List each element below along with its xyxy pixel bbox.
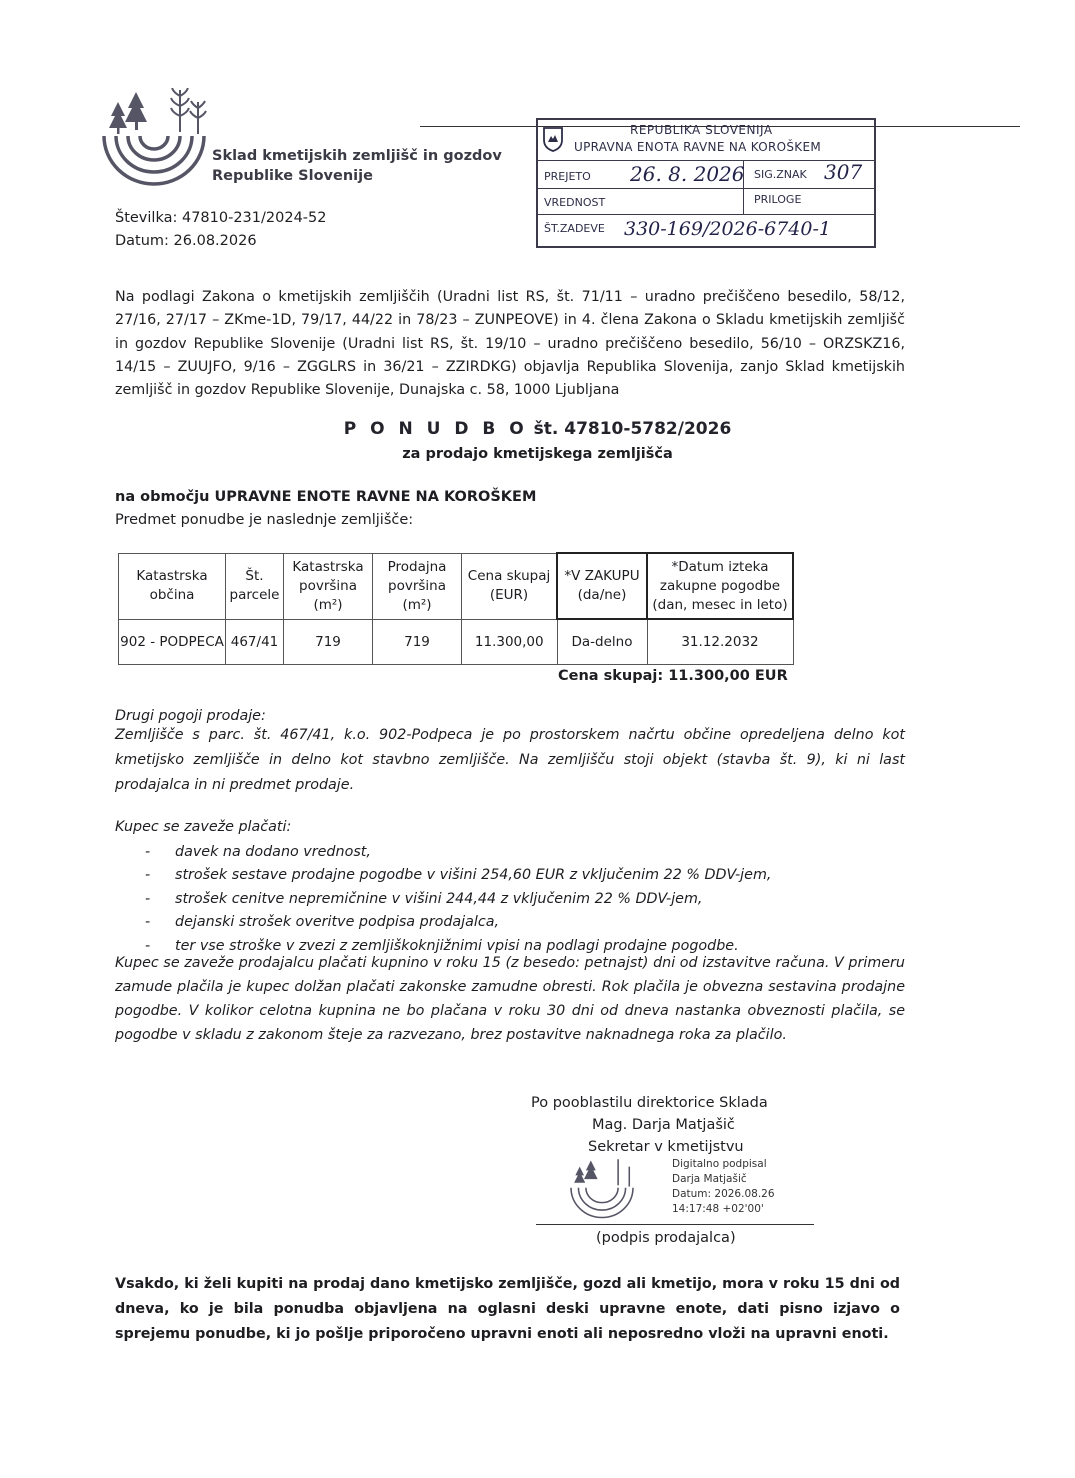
offer-number: št. 47810-5782/2026: [527, 419, 732, 439]
stamp-line-1: REPUBLIKA SLOVENIJA: [630, 123, 773, 137]
area-line-name: UPRAVNE ENOTE RAVNE NA KOROŠKEM: [214, 489, 537, 505]
signature-authority: Po pooblastilu direktorice Sklada: [531, 1095, 768, 1111]
document-date: Datum: 26.08.2026: [115, 233, 257, 249]
cell-zakup: Da-delno: [557, 619, 647, 665]
digital-line-4: 14:17:48 +02'00': [672, 1203, 764, 1215]
list-item: - strošek cenitve nepremičnine v višini 244,44 z vključenim 22 % DDV-jem,: [115, 888, 771, 911]
cell-datum: 31.12.2032: [647, 619, 793, 665]
conditions-heading: Drugi pogoji prodaje:: [115, 708, 266, 724]
footer-notice: Vsakdo, ki želi kupiti na prodaj dano kmetijsko zemljišče, gozd ali kmetijo, mora v roku 15 dni od dneva, ko je bila ponudba objavljena na oglasni deski upravne enote, dati pisno izjavo o sprejemu ponudbe, ki jo pošlje priporočeno upravni enoti ali neposredno vloži na upravni enoti.: [115, 1276, 900, 1342]
subject-line: Predmet ponudbe je naslednje zemljišče:: [115, 512, 414, 528]
stamp-sig-value: 307: [824, 160, 863, 184]
digital-line-1: Digitalno podpisal: [672, 1158, 767, 1170]
signature-logo: [566, 1158, 638, 1220]
list-item: - ter vse stroške v zvezi z zemljiškoknjižnimi vpisi na podlagi prodajne pogodbe.: [115, 935, 771, 958]
registry-stamp: [536, 118, 876, 248]
list-item: - davek na dodano vrednost,: [115, 841, 771, 864]
intro-paragraph: Na podlagi Zakona o kmetijskih zemljiščih (Uradni list RS, št. 71/11 – uradno prečiščeno besedilo, 58/12, 27/16, 27/17 – ZKme-1D, 79/17, 44/22 in 78/23 – ZUNPEOVE) in 4. člena Zakona o Skladu kmetijskih zemljišč in gozdov Republike Slovenije (Uradni list RS, št. 19/10 – uradno prečiščeno besedilo, 56/10 – ORZSKZ16, 14/15 – ZUUJFO, 9/16 – ZGGLRS in 36/21 – ZZIRDKG) objavlja Republika Slovenija, zanjo Sklad kmetijskih zemljišč in gozdov Republike Slovenije, Dunajska c. 58, 1000 Ljubljana: [115, 289, 905, 399]
stamp-st-zadeve-value: 330-169/2026-6740-1: [624, 218, 831, 240]
cost-list: [115, 841, 771, 958]
area-line: [115, 489, 536, 505]
org-line-2: Republike Slovenije: [212, 168, 373, 184]
offer-title-word: P O N U D B O: [343, 419, 528, 439]
crest-icon: [542, 126, 564, 152]
header-prodajna-povrsina: Prodajna površina (m²): [373, 553, 462, 619]
cell-cena: 11.300,00: [462, 619, 558, 665]
signature-name: Mag. Darja Matjašič: [592, 1117, 735, 1133]
stamp-sig-label: SIG.ZNAK: [754, 168, 807, 181]
offer-title: [0, 419, 1075, 439]
buyer-heading: Kupec se zaveže plačati:: [115, 819, 292, 835]
stamp-priloge-label: PRILOGE: [754, 193, 802, 206]
header-cena-skupaj: Cena skupaj (EUR): [462, 553, 558, 619]
conditions-paragraph: Zemljišče s parc. št. 467/41, k.o. 902-Podpeca je po prostorskem načrtu občine opredeljena delno kot kmetijsko zemljišče in delno kot stavbno zemljišče. Na zemljišču stoji objekt (stavba št. 9), ki ni last prodajalca in ni predmet prodaje.: [115, 727, 905, 793]
document-number: Številka: 47810-231/2024-52: [115, 210, 327, 226]
area-line-prefix: na območju: [115, 489, 215, 505]
total-price: Cena skupaj: 11.300,00 EUR: [558, 668, 788, 684]
cell-prod-povrsina: 719: [373, 619, 462, 665]
stamp-st-zadeve-label: ŠT.ZADEVE: [544, 222, 605, 235]
payment-paragraph: Kupec se zaveže prodajalcu plačati kupnino v roku 15 (z besedo: petnajst) dni od izstavitve računa. V primeru zamude plačila je kupec dolžan plačati zakonske zamudne obresti. Rok plačila je obvezna sestavina prodajne pogodbe. V kolikor celotna kupnina ne bo plačana v roku 30 dni od dneva nastanka obveznosti plačila, se pogodbe v skladu z zakonom šteje za razvezano, brez postavitve naknadnega roka za plačilo.: [115, 955, 905, 1043]
stamp-vrednost-label: VREDNOST: [544, 196, 606, 209]
digital-line-3: Datum: 2026.08.26: [672, 1188, 775, 1200]
stamp-line-2: UPRAVNA ENOTA RAVNE NA KOROŠKEM: [574, 140, 821, 154]
offer-subtitle: za prodajo kmetijskega zemljišča: [402, 446, 673, 462]
cell-parcela: 467/41: [226, 619, 284, 665]
header-datum-izteka: *Datum izteka zakupne pogodbe (dan, mesec in leto): [647, 553, 793, 619]
stamp-prejeto-label: PREJETO: [544, 170, 591, 183]
cell-obcina: 902 - PODPECA: [119, 619, 226, 665]
table-header-row: [119, 553, 794, 619]
header-katastrska-povrsina: Katastrska površina (m²): [284, 553, 373, 619]
organization-name: [212, 146, 502, 186]
table-row: [119, 619, 794, 665]
sklad-logo: [98, 88, 210, 188]
header-v-zakupu: *V ZAKUPU (da/ne): [557, 553, 647, 619]
header-st-parcele: Št. parcele: [226, 553, 284, 619]
cell-kat-povrsina: 719: [284, 619, 373, 665]
digital-line-2: Darja Matjašič: [672, 1173, 747, 1185]
signature-line: [536, 1224, 814, 1225]
digital-signature-info: [672, 1157, 775, 1217]
stamp-prejeto-value: 26. 8. 2026: [630, 162, 745, 186]
org-line-1: Sklad kmetijskih zemljišč in gozdov: [212, 148, 502, 164]
parcel-table: [118, 552, 794, 665]
signature-caption: (podpis prodajalca): [596, 1230, 736, 1246]
list-item: - dejanski strošek overitve podpisa prodajalca,: [115, 911, 771, 934]
list-item: - strošek sestave prodajne pogodbe v višini 254,60 EUR z vključenim 22 % DDV-jem,: [115, 864, 771, 887]
signature-role: Sekretar v kmetijstvu: [588, 1139, 744, 1155]
header-katastrska-obcina: Katastrska občina: [119, 553, 226, 619]
